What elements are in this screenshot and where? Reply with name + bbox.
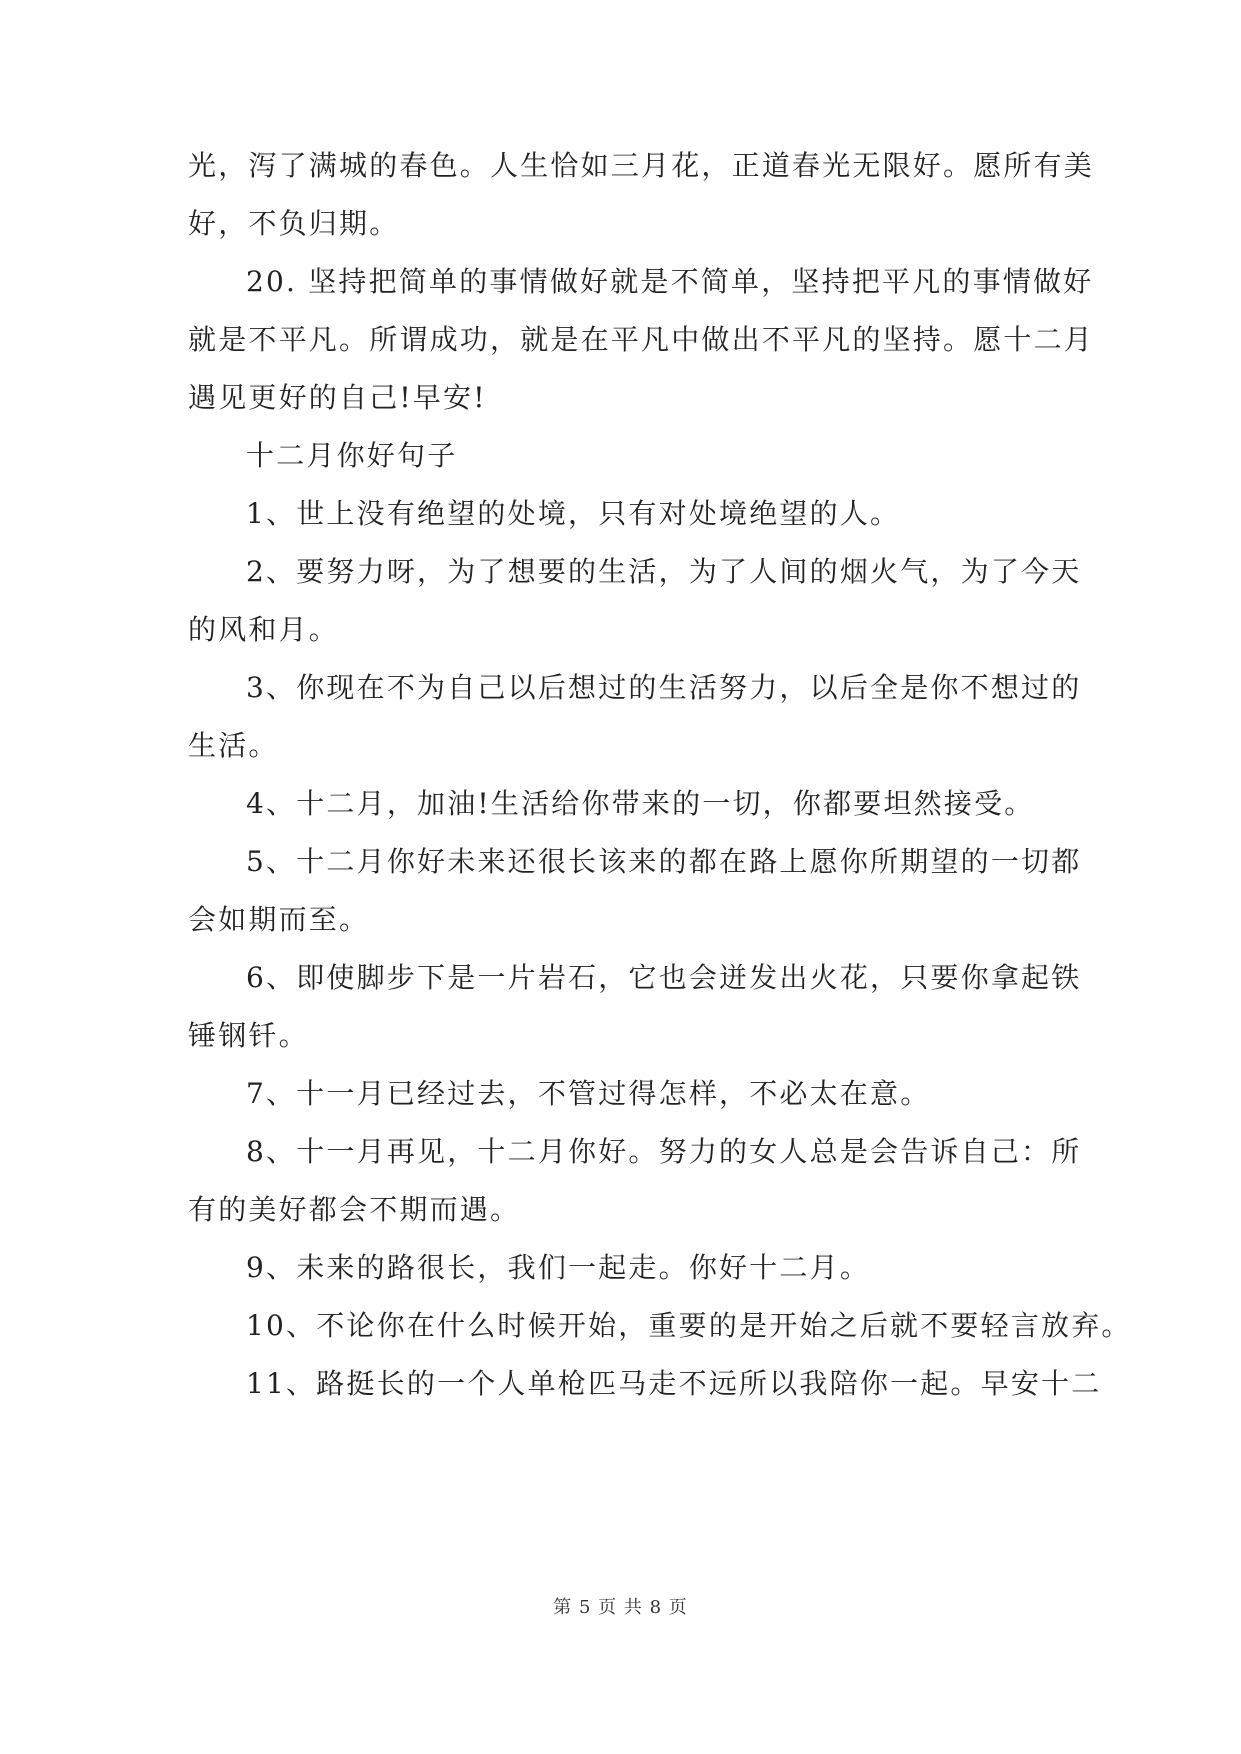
text-line: 11、路挺长的一个人单枪匹马走不远所以我陪你一起。早安十二	[246, 1367, 1102, 1400]
text-line: 的风和月。	[188, 613, 340, 646]
text-line: 锤钢钎。	[188, 1019, 309, 1052]
page-number: 第 5 页 共 8 页	[553, 1597, 688, 1618]
text-line: 光，泻了满城的春色。人生恰如三月花，正道春光无限好。愿所有美	[188, 149, 1095, 182]
text-line: 9、未来的路很长，我们一起走。你好十二月。	[246, 1251, 871, 1284]
text-line: 10、不论你在什么时候开始，重要的是开始之后就不要轻言放弃。	[246, 1309, 1132, 1342]
text-line: 5、十二月你好未来还很长该来的都在路上愿你所期望的一切都	[246, 845, 1082, 878]
text-line: 生活。	[188, 729, 279, 762]
text-line: 好，不负归期。	[188, 207, 400, 240]
text-line: 1、世上没有绝望的处境，只有对处境绝望的人。	[246, 497, 901, 530]
text-line: 7、十一月已经过去，不管过得怎样，不必太在意。	[246, 1077, 931, 1110]
text-line: 3、你现在不为自己以后想过的生活努力，以后全是你不想过的	[246, 671, 1082, 704]
text-line: 2、要努力呀，为了想要的生活，为了人间的烟火气，为了今天	[246, 555, 1082, 588]
text-line: 20. 坚持把简单的事情做好就是不简单，坚持把平凡的事情做好	[246, 265, 1094, 298]
text-line: 4、十二月，加油!生活给你带来的一切，你都要坦然接受。	[246, 787, 1035, 820]
text-line: 8、十一月再见，十二月你好。努力的女人总是会告诉自己：所	[246, 1135, 1082, 1168]
text-line: 会如期而至。	[188, 903, 370, 936]
section-heading: 十二月你好句子	[246, 439, 458, 472]
text-line: 就是不平凡。所谓成功，就是在平凡中做出不平凡的坚持。愿十二月	[188, 323, 1095, 356]
text-line: 遇见更好的自己!早安!	[188, 381, 487, 414]
text-line: 有的美好都会不期而遇。	[188, 1193, 521, 1226]
text-line: 6、即使脚步下是一片岩石，它也会迸发出火花，只要你拿起铁	[246, 961, 1082, 994]
